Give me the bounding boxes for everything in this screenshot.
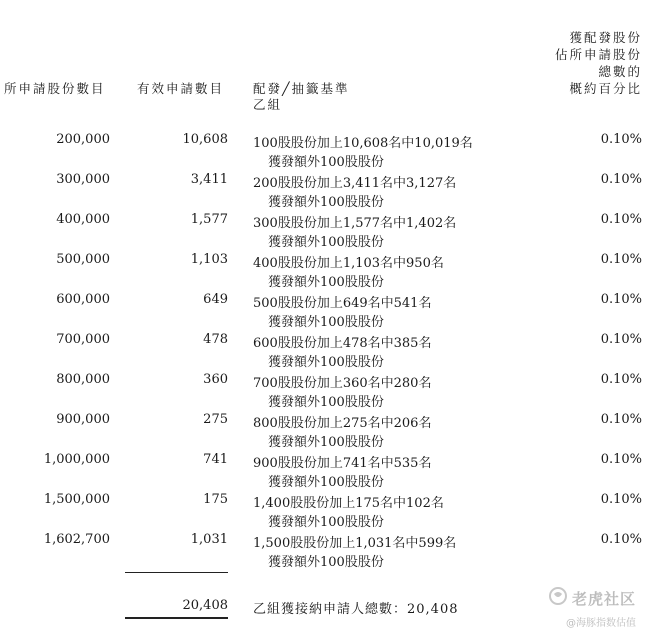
valid-applications-cell: 741 [203, 452, 228, 467]
basis-line1-cell: 100股股份加上10,608名中10,019名 [253, 136, 473, 151]
table-row [0, 172, 655, 212]
shares-cell: 800,000 [56, 372, 110, 387]
basis-line1-cell: 200股股份加上3,411名中3,127名 [253, 176, 457, 191]
header-percentage-line1: 獲配發股份 [569, 30, 642, 45]
percentage-cell: 0.10% [600, 252, 642, 267]
shares-cell: 1,602,700 [43, 532, 110, 547]
basis-line2-cell: 獲發額外100股股份 [268, 555, 384, 570]
valid-applications-cell: 3,411 [190, 172, 228, 187]
basis-line2-cell: 獲發額外100股股份 [268, 235, 384, 250]
percentage-cell: 0.10% [600, 172, 642, 187]
table-row [0, 332, 655, 372]
total-applications-text: 乙組獲接納申請人總數：20,408 [253, 602, 459, 617]
shares-cell: 1,500,000 [43, 492, 110, 507]
valid-applications-cell: 175 [203, 492, 228, 507]
watermark-sub: @海豚指数估值 [566, 618, 636, 629]
basis-line2-cell: 獲發額外100股股份 [268, 195, 384, 210]
table-row [0, 372, 655, 412]
percentage-cell: 0.10% [600, 452, 642, 467]
valid-applications-cell: 360 [203, 372, 228, 387]
table-row [0, 292, 655, 332]
valid-applications-cell: 10,608 [182, 132, 228, 147]
valid-applications-cell: 275 [203, 412, 228, 427]
table-row [0, 412, 655, 452]
shares-cell: 400,000 [56, 212, 110, 227]
valid-applications-cell: 1,031 [190, 532, 228, 547]
basis-line2-cell: 獲發額外100股股份 [268, 475, 384, 490]
total-double-rule [125, 617, 228, 619]
header-percentage-line3: 總數的 [598, 64, 642, 79]
basis-line1-cell: 300股股份加上1,577名中1,402名 [253, 216, 457, 231]
shares-cell: 1,000,000 [43, 452, 110, 467]
percentage-cell: 0.10% [600, 492, 642, 507]
shares-cell: 300,000 [56, 172, 110, 187]
table-row [0, 212, 655, 252]
shares-cell: 700,000 [56, 332, 110, 347]
basis-line1-cell: 1,500股股份加上1,031名中599名 [253, 536, 457, 551]
basis-line1-cell: 500股股份加上649名中541名 [253, 296, 432, 311]
header-percentage-line4: 概約百分比 [569, 81, 642, 96]
shares-cell: 500,000 [56, 252, 110, 267]
shares-cell: 200,000 [56, 132, 110, 147]
basis-line2-cell: 獲發額外100股股份 [268, 515, 384, 530]
table-row [0, 492, 655, 532]
header-percentage-line2: 佔所申請股份 [554, 47, 642, 62]
percentage-cell: 0.10% [600, 412, 642, 427]
percentage-cell: 0.10% [600, 332, 642, 347]
basis-line1-cell: 400股股份加上1,103名中950名 [253, 256, 444, 271]
shares-cell: 600,000 [56, 292, 110, 307]
valid-applications-cell: 1,577 [190, 212, 228, 227]
table-row [0, 252, 655, 292]
valid-applications-cell: 478 [203, 332, 228, 347]
subtotal-rule [125, 572, 228, 573]
table-row [0, 532, 655, 572]
header-shares-applied: 所申請股份數目 [4, 81, 106, 96]
total-applications-value: 20,408 [182, 598, 228, 613]
basis-line1-cell: 900股股份加上741名中535名 [253, 456, 432, 471]
table-row [0, 452, 655, 492]
basis-line2-cell: 獲發額外100股股份 [268, 355, 384, 370]
table-row [0, 132, 655, 172]
basis-line1-cell: 700股股份加上360名中280名 [253, 376, 432, 391]
header-allocation-basis: 配發╱抽籤基準 [253, 81, 350, 96]
basis-line1-cell: 600股股份加上478名中385名 [253, 336, 432, 351]
percentage-cell: 0.10% [600, 132, 642, 147]
watermark-main: 老虎社区 [572, 590, 637, 608]
basis-line2-cell: 獲發額外100股股份 [268, 435, 384, 450]
percentage-cell: 0.10% [600, 292, 642, 307]
basis-line2-cell: 獲發額外100股股份 [268, 275, 384, 290]
valid-applications-cell: 1,103 [190, 252, 228, 267]
basis-line2-cell: 獲發額外100股股份 [268, 155, 384, 170]
basis-line2-cell: 獲發額外100股股份 [268, 395, 384, 410]
shares-cell: 900,000 [56, 412, 110, 427]
header-valid-applications: 有效申請數目 [137, 81, 225, 96]
basis-line1-cell: 800股股份加上275名中206名 [253, 416, 432, 431]
valid-applications-cell: 649 [203, 292, 228, 307]
percentage-cell: 0.10% [600, 212, 642, 227]
percentage-cell: 0.10% [600, 532, 642, 547]
percentage-cell: 0.10% [600, 372, 642, 387]
tiger-logo-icon [548, 586, 568, 606]
header-pool-b: 乙組 [253, 97, 283, 112]
basis-line2-cell: 獲發額外100股股份 [268, 315, 384, 330]
basis-line1-cell: 1,400股股份加上175名中102名 [253, 496, 444, 511]
